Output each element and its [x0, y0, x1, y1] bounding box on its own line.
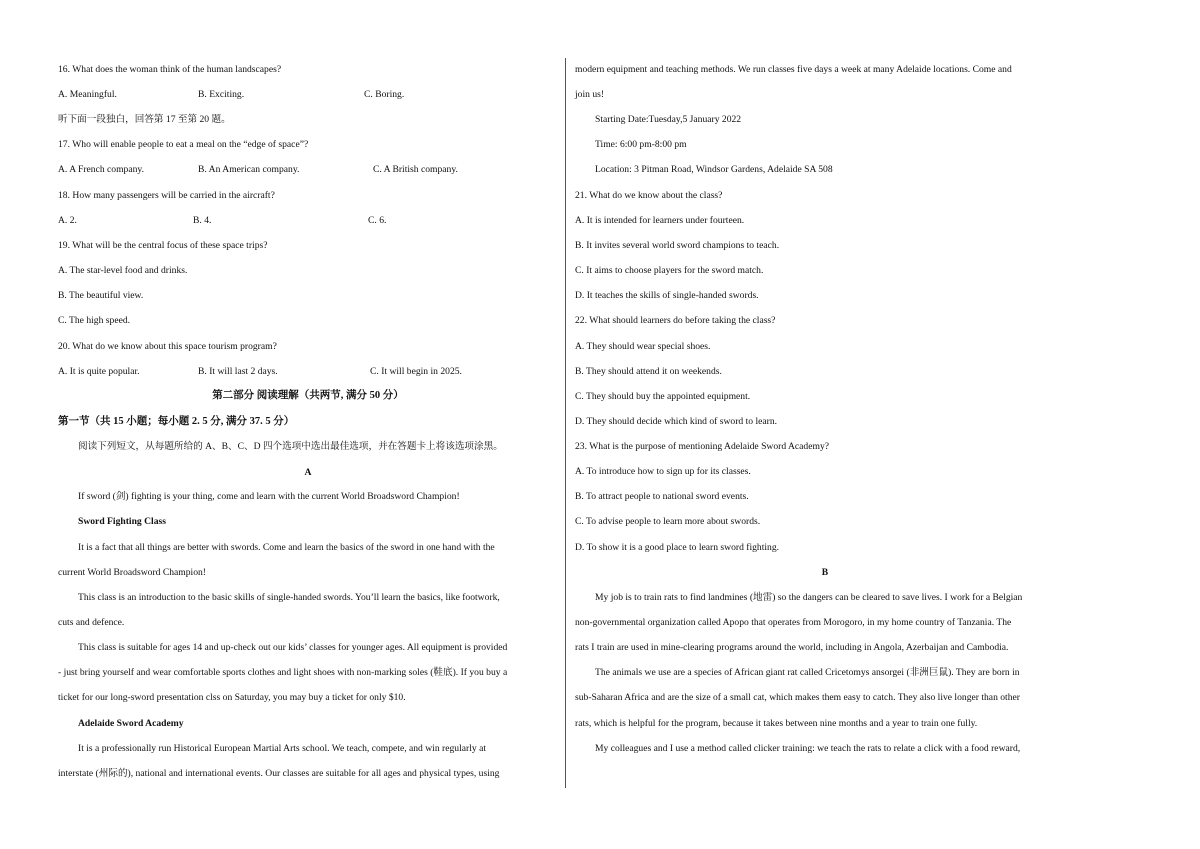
passage-line: rats, which is helpful for the program, because it takes between nine months and a year to train one fully. — [575, 718, 978, 729]
adelaide-academy-heading: Adelaide Sword Academy — [78, 718, 184, 729]
passage-line: modern equipment and teaching methods. We run classes five days a week at many Adelaide locations. Come and — [575, 64, 1012, 75]
reading-instruction: 阅读下列短文，从每题所给的 A、B、C、D 四个选项中选出最佳选项，并在答题卡上将该选项涂黑。 — [78, 441, 503, 452]
passage-line: The animals we use are a species of African giant rat called Cricetomys ansorgei (非洲巨鼠). They are born in — [595, 667, 1020, 678]
option: B. The beautiful view. — [58, 290, 144, 301]
option: C. Boring. — [364, 89, 405, 100]
option: B. It invites several world sword champions to teach. — [575, 240, 780, 251]
section-1-title: 第一节（共 15 小题；每小题 2. 5 分, 满分 37. 5 分） — [58, 416, 295, 427]
question-19: 19. What will be the central focus of these space trips? — [58, 240, 268, 251]
question-22: 22. What should learners do before taking the class? — [575, 315, 776, 326]
passage-line: join us! — [575, 89, 605, 100]
passage-line: non-governmental organization called Apopo that operates from Morogoro, in my home country of Tanzania. The — [575, 617, 1012, 628]
question-16: 16. What does the woman think of the human landscapes? — [58, 64, 282, 75]
passage-line: rats I train are used in mine-clearing programs around the world, including in Angola, Azerbaijan and Cambodia. — [575, 642, 1009, 653]
option: A. To introduce how to sign up for its classes. — [575, 466, 751, 477]
option: B. An American company. — [198, 164, 300, 175]
column-divider — [565, 58, 566, 788]
option: C. They should buy the appointed equipment. — [575, 391, 751, 402]
option: B. They should attend it on weekends. — [575, 366, 722, 377]
option: A. They should wear special shoes. — [575, 341, 711, 352]
option: A. It is quite popular. — [58, 366, 140, 377]
passage-a-letter: A — [304, 467, 312, 478]
passage-line: This class is an introduction to the basic skills of single-handed swords. You’ll learn the basics, like footwork, — [78, 592, 500, 603]
passage-line: current World Broadsword Champion! — [58, 567, 206, 578]
passage-line: This class is suitable for ages 14 and up-check out our kids’ classes for younger ages. All equipment is provided — [78, 642, 508, 653]
passage-line: sub-Saharan Africa and are the size of a small cat, which makes them easy to catch. They also live longer than other — [575, 692, 1020, 703]
option: C. 6. — [368, 215, 387, 226]
passage-b-letter: B — [821, 567, 829, 578]
passage-line: cuts and defence. — [58, 617, 125, 628]
option: B. To attract people to national sword events. — [575, 491, 749, 502]
question-21: 21. What do we know about the class? — [575, 190, 723, 201]
option: C. The high speed. — [58, 315, 131, 326]
passage-line: It is a fact that all things are better with swords. Come and learn the basics of the sword in one hand with the — [78, 542, 495, 553]
option: D. They should decide which kind of sword to learn. — [575, 416, 778, 427]
passage-line: My colleagues and I use a method called clicker training: we teach the rats to relate a click with a food reward, — [595, 743, 1021, 754]
option: C. To advise people to learn more about swords. — [575, 516, 761, 527]
part-2-title: 第二部分 阅读理解（共两节, 满分 50 分） — [212, 390, 404, 401]
starting-date: Starting Date:Tuesday,5 January 2022 — [595, 114, 742, 125]
class-location: Location: 3 Pitman Road, Windsor Gardens, Adelaide SA 508 — [595, 164, 833, 175]
passage-line: - just bring yourself and wear comfortable sports clothes and light shoes with non-marking soles (鞋底). If you buy a — [58, 667, 508, 678]
option: A. 2. — [58, 215, 77, 226]
passage-line: interstate (州际的), national and international events. Our classes are suitable for all ages and physical types, using — [58, 768, 500, 779]
option: A. It is intended for learners under fourteen. — [575, 215, 745, 226]
option: D. It teaches the skills of single-handed swords. — [575, 290, 759, 301]
question-20: 20. What do we know about this space tourism program? — [58, 341, 277, 352]
option: B. It will last 2 days. — [198, 366, 278, 377]
option: A. The star-level food and drinks. — [58, 265, 188, 276]
option: C. It will begin in 2025. — [370, 366, 462, 377]
option: C. It aims to choose players for the sword match. — [575, 265, 764, 276]
question-18: 18. How many passengers will be carried in the aircraft? — [58, 190, 275, 201]
option: B. 4. — [193, 215, 212, 226]
question-17: 17. Who will enable people to eat a meal on the “edge of space”? — [58, 139, 309, 150]
passage-line: My job is to train rats to find landmines (地雷) so the dangers can be cleared to save lives. I work for a Belgian — [595, 592, 1023, 603]
class-time: Time: 6:00 pm-8:00 pm — [595, 139, 687, 150]
option: A. A French company. — [58, 164, 144, 175]
passage-line: ticket for our long-sword presentation clss on Saturday, you may buy a ticket for only $10. — [58, 692, 406, 703]
option: D. To show it is a good place to learn sword fighting. — [575, 542, 780, 553]
option: A. Meaningful. — [58, 89, 117, 100]
listening-instruction: 听下面一段独白，回答第 17 至第 20 题。 — [58, 114, 231, 125]
option: B. Exciting. — [198, 89, 245, 100]
option: C. A British company. — [373, 164, 458, 175]
sword-fighting-class-heading: Sword Fighting Class — [78, 516, 166, 527]
passage-line: It is a professionally run Historical European Martial Arts school. We teach, compete, and win regularly at — [78, 743, 486, 754]
question-23: 23. What is the purpose of mentioning Adelaide Sword Academy? — [575, 441, 830, 452]
passage-line: If sword (剑) fighting is your thing, come and learn with the current World Broadsword Champion! — [78, 491, 460, 502]
